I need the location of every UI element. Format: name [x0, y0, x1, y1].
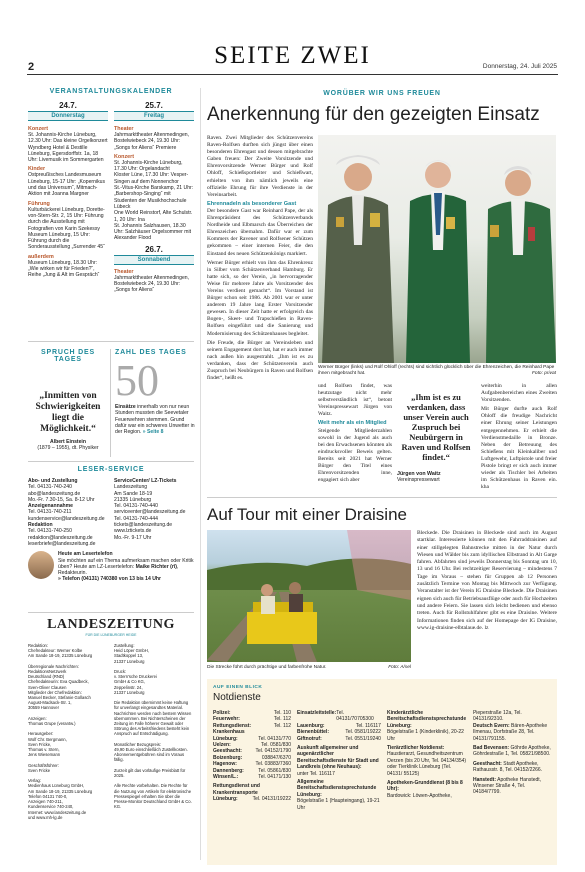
zahl-number: 50: [115, 356, 159, 405]
notdienst-phone: Tel. 0551/19240: [345, 735, 381, 742]
notdienste-col3: [387, 710, 467, 811]
article1-headline: Anerkennung für den gezeigten Einsatz: [207, 104, 540, 125]
zahl-text: [115, 404, 195, 435]
day-3-category: Theater: [114, 268, 134, 275]
issue-date: Donnerstag, 24. Juli 2025: [482, 63, 557, 70]
leser-heading: LESER-SERVICE: [77, 466, 145, 473]
lesertelefon-text: Sie möchten auf ein Thema aufmerksam machen oder Kritik üben? Heute am LZ-Lesertelefon:: [58, 557, 194, 570]
kalender-entry: St.-Vitus-Kirche Barskamp, 21 Uhr: „Barbershop-Singing“ mit Studenten der Musikhochschule Lübeck: [114, 185, 194, 210]
notdienst-label: Dannenberg:: [213, 767, 244, 774]
article1-caption-text: Werner Bürger (links) und Rolf Ohloff (rechts) sind sichtlich glücklich über die Ehrenzeichen, die Reinhard Pape ihnen mitgebracht hat.: [318, 365, 555, 376]
article2-caption: [207, 665, 411, 670]
impressum: [28, 617, 194, 820]
article1-intro: Raven. Zwei Mitglieder des Schützenvereins Raven-Rolfsen durften sich jüngst über einen besonderen Ehrengast und dessen mitgebrachte Gaben freuen: Der Zweite Vorsitzende und Ehrenvorsitzende Werner Bürger und Rolf Ohloff, Schießsportleiter und Schießwart, erhielten von ihm nämlich jeweils eine offizielle Ehrung für ihre Verdienste in der Vereinsarbeit.: [207, 135, 313, 198]
notdienst-row: [297, 710, 381, 723]
notdienst-tierarzt-text: Haustierarzt, Gesundheitszentrum Oerzen (bis 20 Uhr, Tel. 04134/354) oder Tierklinik Lüneburg (Tel. 04131/ 55125): [386, 751, 467, 777]
notdienst-bereitschaft-ort: Bögelstraße 1 (Hauptеingang), 19-21 Uhr: [297, 798, 380, 811]
leser-contact[interactable]: Tel. 04131-740-250 redaktion@landeszeitung.de leserbriefe@landeszeitung.de: [28, 528, 96, 547]
draisine-image: [207, 530, 411, 662]
kalender-category: Kinder: [28, 166, 46, 173]
article2-photo: [207, 530, 411, 662]
notdienst-phone: Tel. 04131/70705300: [336, 710, 374, 723]
divider: [28, 612, 194, 613]
article2-headline: Auf Tour mit einer Draisine: [207, 505, 407, 524]
leser-label: Redaktion: [28, 522, 53, 529]
lesertelefon-title: Heute am Lesertelefon: [58, 551, 113, 558]
divider: [207, 497, 557, 498]
spruch-author: Albert Einstein: [50, 439, 86, 445]
notdienst-kinder-ort: Bögelstraße 1 (Kinderklinik), 20-22 Uhr: [386, 729, 464, 742]
impressum-col2: Zustellung: Heid Löper GmbH, Stadtkoppel 13, 21337 Lüneburg Druck: v. Stern'sche Druckerei GmbH & Co KG, Zeppelinstr. 24, 21337 Lüneburg Die Redaktion übernimmt keine Haftung für unverlangt eingesandtes Material. Nachrichten werden nach bestem Wissen übernommen. Bei Nichterscheinen der Zeitung im Falle höherer Gewalt oder Störung des Arbeitsfriedens besteht kein Anspruch auf Entschädigung. Monatlicher Bezugspreis: 49,90 Euro einschließlich Zustellkosten. Abonnementgebühren sind im Voraus fällig. Zurzeit gilt das vorläufige Preisblatt für 2025. Alle Rechte vorbehalten. Die Rechte für die Nutzung von Artikeln für elektronische Pressespiegel erhalten Sie über die Presse-Monitor Deutschland GmbH & Co. KG.: [114, 643, 192, 810]
notdienst-phone: Tel. 112: [273, 716, 292, 723]
notdienst-apo-b: Bären-Apotheke Ilmenau, Dorfstraße 28, Tel. 04131/791155.: [472, 722, 548, 742]
article2-text: Bleckede. Die Draisinen in Bleckede sind auch im August startklar. Interessierte können mit den Fahrraddraisinen auf einer stillgelegten Bahnstrecke mitten in der Natur durch Wiesen und Wälder bis zum idyllischen Elbstrand in Alt Garge fahren. Abfahrten sind jeweils Donnerstag bis Sonntag um 10, 13 und 16 Uhr. Bei rechtzeitiger Reservierung – mindestens 7 Tage im Voraus – stehen für Gruppen ab 12 Personen zusätzlich Termine von Montag bis Mittwoch zur Verfügung. Veranstalter ist der Verein IG Draisine Bleckede. Die Draisinen eignen sich auch für Betriebsausflüge oder auch für Hochzeiten und andere Feiern. Sie lassen sich leicht bedienen und ebenso treten. Auch für Rollstuhlfahrer gibt es eine Draisine. Weitere Informationen finden sich auf der Homepage der IG Draisine, www.ig-draisine-elbtalaue.de. lz: [417, 530, 557, 631]
day-3: [114, 245, 194, 265]
notdienst-auskunft-tel: unter Tel. 116117: [297, 770, 335, 777]
lesertelefon: [28, 551, 194, 582]
article1-text3: Die Freude, die Bürger an Vereinsleben und seinem Engagement dort hat, hat er auch immer nach außen hin ausgestrahlt. „Ihm ist es zu verdanken, dass der Schützenverein auch Zuspruch bei Neubürgern in Raven und Rolfsen findet“, heißt es.: [207, 339, 313, 382]
notdienst-label: Hagenow:: [213, 761, 237, 768]
men-with-medals-image: [318, 135, 556, 363]
notdienst-label: Lüneburg:: [213, 796, 238, 803]
notdienst-phone: Tel. 0581/19222: [345, 729, 381, 736]
day-1-name: Donnerstag: [28, 111, 108, 121]
kalender-left-list: [28, 123, 108, 294]
impressum-col1: Redaktion: Chefredakteur: Werner Kolbe Am Sande 18-19, 21335 Lüneburg Überregionale Nachrichten: RedaktionsNetzwerk Deutschland (RND) Chefredakteurin: Eva Quadbeck, Sven-Oliver Clausen Mitglieder der Chefredaktion: Manuel Becker, Stefanie Gollasch August-Madsack-Str. 1, 30559 Hannover Anzeigen: Thomas Grupe (verantw.) Herausgeber: Wolf Chr. Bergmann, Sven Fricke, Thomas v. Stern, Jens Wiesemann Geschäftsführer: Sven Fricke Verlag: Medienhaus Lüneburg GmbH, Am Sande 18-19, 21335 Lüneburg Telefon 04131 740-0, Anzeigen 740-211, Kundenservice 740-240, Internet: www.landeszeitung.de und www.mh-lg.de: [28, 643, 93, 820]
notdienste-col2: [297, 710, 381, 811]
lesertelefon-role: , Redakteurin.: [58, 563, 179, 577]
kalender-category: Konzert: [28, 126, 49, 132]
notdienst-label: Giftnotruf:: [297, 735, 322, 742]
zahl-ref-link[interactable]: » Seite 8: [142, 429, 164, 436]
kalender-entry: Museum Lüneburg, 18.30 Uhr: „Wie wirken wir für Frieden?“, Reihe „Jung & Alt im Gespräch“: [28, 259, 100, 279]
notdienst-label: Polizei:: [213, 710, 231, 716]
notdienste-box: [207, 679, 557, 865]
notdienst-label: Feuerwehr:: [213, 716, 240, 723]
notdienst-phone: Tel. 112: [273, 722, 292, 729]
divider: [28, 461, 194, 462]
notdienst-apo-b-title: Deutsch Evern:: [472, 722, 510, 729]
page-section-title: SEITE ZWEI: [214, 42, 371, 69]
notdienst-label: Geesthacht:: [213, 748, 242, 755]
notdienst-row: [213, 774, 291, 780]
column-divider: [200, 88, 201, 860]
kalender-right-list: [114, 123, 194, 294]
kalender-entry: Ostpreußisches Landesmuseum Lüneburg, 15-17 Uhr: „Kopernikus und das Universum“, Mitmach-Aktion mit Joanna Margner: [28, 172, 106, 198]
notdienst-label: Lüneburg:: [213, 735, 238, 742]
pullquote-author: Jürgen von Waitz: [397, 471, 441, 477]
masthead-rule: [27, 74, 558, 75]
day-2-name: Freitag: [114, 111, 194, 121]
leser-contact[interactable]: Landeszeitung Am Sande 18-19 21335 Lüneburg Tel. 04131-740-440 serviceenter@landeszeitung.de: [114, 484, 186, 516]
kalender-entry: Kloster Lüne, 17.30 Uhr: Vesper-Singen auf dem Nonnenchor: [114, 172, 189, 185]
zahl-des-tages: [115, 349, 195, 435]
notdienste-col1: [213, 710, 291, 811]
notdienste-title: Notdienste: [213, 692, 261, 703]
leser-contact[interactable]: Tel. 04131-740-444 tickets@landeszeitung.de www.lztickets.de Mo.-Fr. 9-17 Uhr: [114, 515, 173, 541]
notdienst-phone: Tel. 110: [273, 710, 292, 716]
lz-logo-sub: FÜR DIE LÜNEBURGER HEIDE: [85, 633, 137, 637]
kalender-columns: [28, 123, 194, 294]
article1-col4: [481, 383, 557, 493]
article1-pullquote: [397, 392, 475, 483]
article1-text: Der besondere Gast war Reinhard Pape, der als Ehrenpräsident des Schützenverbands Nordheide und Elbmarsch das Überreichen der Ehrenzeichen übernahm. Dafür war er zum Kommers der Ravener und Rolfsener Schützen gekommen – einer internen Feier, die den Einstand des neuen Schützenkönigs markiert.: [207, 207, 313, 257]
spruch-heading: SPRUCH DES TAGES: [41, 349, 95, 363]
zahl-bold: Einsätze: [115, 404, 136, 410]
notdienst-phone: 038847/6370: [261, 754, 292, 761]
notdienst-rettung: Rettungsdienst und Krankentransporte: [213, 783, 260, 796]
notdienst-label: Winsen/L.:: [213, 774, 239, 781]
pullquote-role: Vereinspressewart: [397, 477, 440, 483]
leser-columns: [28, 478, 194, 547]
article2-photo-credit: Foto: A/sel: [388, 665, 411, 670]
lesertelefon-phone: » Telefon (04131) 740380 von 13 bis 14 Uhr: [58, 576, 161, 583]
notdienst-label: Rettungsdienst:: [213, 722, 252, 729]
notdienst-apo-a: Pieperstraße 12a, Tel. 04131/92310.: [472, 710, 522, 723]
leser-service: [28, 466, 194, 583]
article1-col2-subhead: Weit mehr als ein Mitglied: [318, 420, 387, 427]
notdienst-label: Lauenburg:: [297, 722, 325, 729]
divider: [28, 341, 194, 342]
article1-caption: [318, 365, 556, 377]
page-number: 2: [28, 61, 35, 73]
notdienst-row: [297, 736, 381, 742]
notdienst-apo-c: Göhrde Apotheke, Göhrdestraße 1, Tel. 05821/98500.: [472, 745, 551, 758]
notdienst-apo-c-title: Bad Bevensen:: [472, 745, 510, 752]
article1-col4-text: weiterhin in allen Aufgabenbereichen eines Zweiten Vorsitzenden.: [481, 383, 557, 404]
kalender-category: Theater: [114, 126, 134, 132]
lesertelefon-name: Maike Richter (rī): [135, 563, 177, 570]
notdienst-bereitschaft: Allgemeine Bereitschaftsdienstsprechstunde Lüneburg:: [297, 779, 377, 798]
article1-col1: [207, 135, 313, 384]
notdienste-col4: [473, 710, 551, 811]
notdienst-label: Boizenburg:: [213, 754, 243, 761]
article2-caption-text: Die Strecke führt durch prächtige und farbenfrohe Natur.: [207, 665, 327, 670]
kalender-days: [28, 101, 194, 121]
leser-label: ServiceCenter/ LZ-Tickets: [114, 478, 177, 484]
notdienst-label: Krankenhaus: [213, 729, 245, 736]
kalender-entry: One World Reinstorf, Alte Schulstr. 1, 20 Uhr: Ina: [114, 210, 193, 223]
kalender-entry: Museum Lüneburg, 15 Uhr: Führung durch die Sonderausstellung „Surrender 45“: [28, 231, 105, 251]
article1-subhead: Ehrennadeln als besonderer Gast: [207, 200, 297, 207]
kalender-entry: St. Johannis-Kirche Lüneburg, 17.30 Uhr: Orgelandacht: [114, 159, 183, 173]
notdienst-apo-e: Apotheke Hanstedt, Winsener Straße 4, Tel. 04184/7799.: [472, 776, 542, 796]
spruch-quote: „Inmitten von Schwierigkeiten liegt die Möglichkeit.“: [35, 391, 101, 434]
notdienst-label: Einsatzleitstelle:: [297, 710, 337, 716]
kalender-entry: Kulturbäckerei Lüneburg, Dorette-von-Stern-Str. 2, 15 Uhr: Führung durch die Ausstellung mit Fotografien von Karin Szekessy: [28, 206, 105, 232]
kalender-heading: VERANSTALTUNGSKALENDER: [49, 88, 173, 95]
notdienst-phone: Tel. 0581/830: [261, 742, 292, 749]
pullquote-text: „Ihm ist es zu verdanken, dass unser Verein auch Zuspruch bei Neubürgern in Raven und Rolfsen findet.“: [401, 392, 471, 462]
leser-contact[interactable]: Tel. 04131-740-211 kundenservice@landeszeitung.de: [28, 509, 105, 522]
notdienst-apotheken-text: Bardowick: Löwen-Apotheke,: [386, 792, 452, 799]
article1-col2-text2: Steigende Mitgliederzahlen sowohl in der Jugend als auch bei den Erwachsenen könnten als eindrucksvoller Beweis gelten. Bereits seit 2021 hat Werner Bürger den Titel eines Ehrenvorsitzenden inne, engagiert sich aber: [318, 427, 392, 484]
notdienst-row: [213, 796, 291, 802]
zahl-heading: ZAHL DES TAGES: [115, 349, 187, 356]
leser-label: Anzeigenannahme: [28, 503, 74, 510]
notdienst-apo-d: Stadt Apotheke, Rathausstr. 8, Tel. 04152/2266.: [472, 760, 543, 774]
leser-contact[interactable]: Tel. 04131-740-240 abo@landeszeitung.de Mo.-Fr. 7.30-15, Sa. 8-12 Uhr: [28, 484, 95, 503]
notdienst-apotheken: Apotheken-Grunddienst (8 bis 8 Uhr):: [386, 780, 463, 793]
article1-photo: [318, 135, 556, 363]
article1-col2: [318, 383, 392, 486]
leser-left: [28, 478, 108, 547]
masthead: [0, 0, 585, 80]
kalender-entry: Wyndberg Hotel & Destille Lüneburg, Egersdorffstr. 1a, 18 Uhr: Livemusik im Sommergarten: [28, 144, 104, 164]
article1-col4-text2: Mit Bürger durfte auch Rolf Ohloff die freudige Nachricht einer Ehrung seiner Leistungen entgegennehmen. Er erhielt die Verdienstmedaille in Bronze. Neben der Betreuung des Schießens mit Kleinkaliber und Luftgewehr, Luftpistole und freier Pistole bringt er sich auch immer wieder als Tischler bei Arbeiten im Schützenhaus in Raven ein. kha: [481, 406, 557, 491]
day-2: [114, 101, 194, 121]
notdienst-label: Bienenbüttel:: [297, 729, 329, 736]
day-3-date: 26.7.: [145, 244, 163, 254]
divider: [110, 349, 111, 457]
notdienst-auskunft: Auskunft allgemeiner und augenärztlicher Bereitschaftsdienste für Stadt und Landkreis (ohne Neuhaus):: [297, 745, 379, 771]
notdienste-columns: [213, 710, 551, 811]
leser-label: Abo- und Zustellung: [28, 478, 78, 484]
notdienst-phone: Tel. 03883/7360: [255, 761, 292, 768]
kalender-entry: St. Johannis-Kirche Lüneburg, 12.30 Uhr: Das kleine Orgelkonzert: [28, 132, 108, 145]
kalender-entry: Jahrmarkttheater Altenmedingen, Bostelwiebeck 24, 19.30 Uhr: „Songs for Aliens“ Premiere: [114, 132, 190, 151]
notdienst-phone: Tel. 04131/770: [258, 735, 292, 742]
notdienst-apo-d-title: Geesthacht:: [472, 760, 502, 767]
notdienst-tierarzt: Tierärztlicher Notdienst:: [386, 745, 445, 752]
zahl-body: innerhalb von nur neun Stunden mussten die Seevetaler Feuerwehren stemmen. Grund dafür war ein schweres Unwetter in der Region.: [115, 404, 195, 436]
notdienst-label: Uelzen:: [213, 742, 231, 749]
spruch-author-info: (1879 – 1955), dt. Physiker: [37, 445, 99, 452]
article1-text2: Werner Bürger erhielt von ihm das Ehrenkreuz in Silber vom Schützenverband Hamburg. Er hatte sich, so der Verein, „in hervorragender Weise für mehrere Jahre als Vorsitzender des Vereins verdient gemacht“. Im Vorstand ist Bürger schon seit 1986. Ab 2001 war er unter anderem 19 Jahre lang Erster Vorsitzender gewesen. In dieser Zeit hatte er erfolgreich das Bogen-, Skeet- und Trapschießen in Raven-Rolfsen eingeführt und die Sanierung und Modernisierung des Schützenhauses begleitet.: [207, 259, 313, 337]
notdienste-kicker: AUF EINEN BLICK: [213, 685, 263, 690]
spruch-des-tages: [28, 349, 108, 452]
notdienst-phone: Tel. 116117: [355, 722, 381, 729]
kalender-category: außerdem: [28, 253, 54, 260]
article1-kicker: WORÜBER WIR UNS FREUEN: [323, 90, 441, 97]
day-2-date: 25.7.: [145, 101, 163, 110]
notdienst-phone: Tel. 04131/19222: [252, 796, 292, 803]
day-3-entry: Jahrmarkttheater Altenmedingen, Bostelwiebeck 24, 19.30 Uhr: „Songs for Aliens“: [114, 274, 190, 294]
article1-photo-credit: Foto: privat: [532, 371, 556, 376]
kalender-entry: St. Johannis Salzhausen, 18.30 Uhr: Salzhäuser Orgelsommer mit Alexander Flood: [114, 222, 191, 242]
notdienst-phone: Tel. 04152/1790: [255, 748, 292, 755]
kalender-category: Konzert: [114, 153, 135, 160]
notdienst-phone: Tel. 05861/830: [258, 767, 292, 774]
notdienst-apo-e-title: Hanstedt:: [472, 776, 497, 783]
article1-col2-text: und Rolfsen findet, was heutzutage nicht mehr selbstverständlich ist“, betont Vereinspressewart Jürgen von Waitz.: [318, 383, 392, 418]
kalender-category: Führung: [28, 200, 50, 207]
day-1: [28, 101, 108, 121]
notdienst-kinder: Kinderärztliche Bereitschaftsdienstsprechstunde Lüneburg:: [386, 710, 467, 729]
day-1-date: 24.7.: [59, 101, 77, 110]
notdienst-phone: Tel. 04171/130: [258, 774, 292, 781]
left-column: [28, 88, 194, 294]
avatar: [28, 551, 54, 579]
leser-right: [114, 478, 194, 547]
lz-logo: LANDESZEITUNG: [47, 617, 175, 632]
day-3-name: Sonnabend: [114, 255, 194, 265]
